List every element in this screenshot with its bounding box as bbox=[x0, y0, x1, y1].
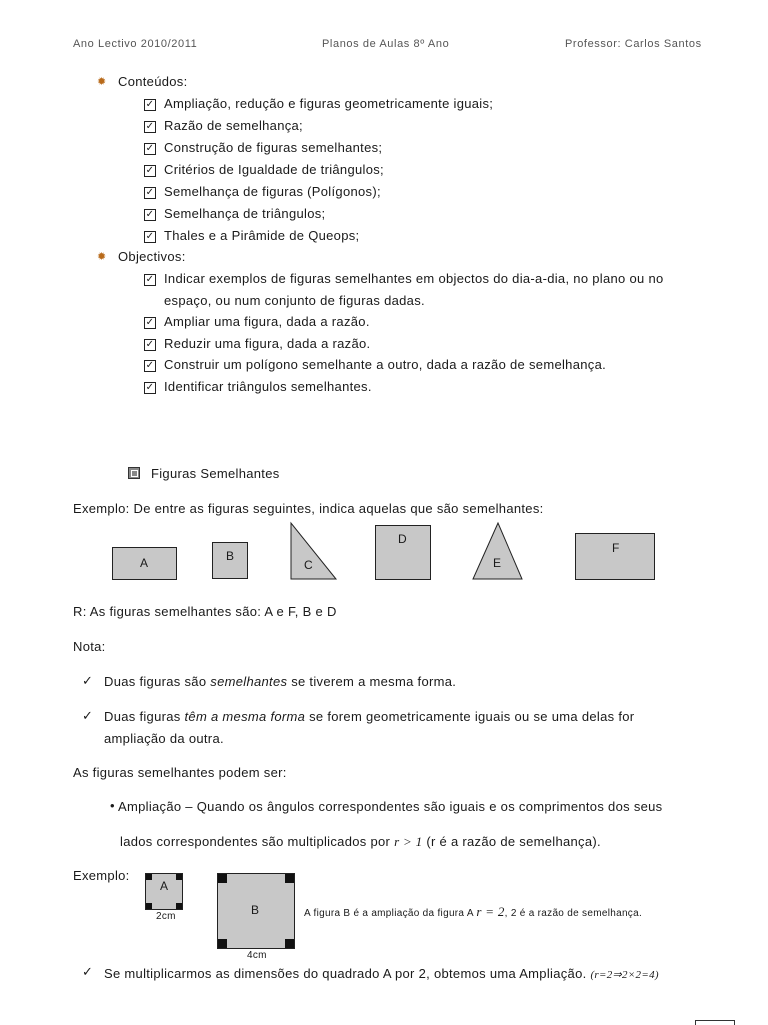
note-1: Duas figuras são semelhantes se tiverem a mesma forma. bbox=[104, 674, 457, 689]
contents-item: Ampliação, redução e figuras geometricamente iguais; bbox=[164, 96, 494, 111]
objectives-item: Reduzir uma figura, dada a razão. bbox=[164, 336, 371, 351]
checkbox-icon: ✓ bbox=[145, 360, 155, 371]
note-label: Nota: bbox=[73, 639, 106, 654]
contents-item: Thales e a Pirâmide de Queops; bbox=[164, 228, 360, 243]
example2-label: Exemplo: bbox=[73, 868, 130, 883]
checkbox-icon: ✓ bbox=[145, 274, 155, 285]
page-box-edge bbox=[695, 1020, 735, 1025]
checkbox-icon: ✓ bbox=[145, 317, 155, 328]
figure-a bbox=[112, 547, 177, 580]
corner-mark bbox=[176, 874, 182, 880]
ampliacao-bullet-icon: • bbox=[110, 798, 115, 813]
figure-d bbox=[375, 525, 431, 580]
check-mark-icon: ✓ bbox=[82, 708, 94, 723]
note-2-cont: ampliação da outra. bbox=[104, 731, 224, 746]
figure-a-label: A bbox=[140, 556, 149, 570]
square-a-dim: 2cm bbox=[156, 911, 176, 922]
section-title: Figuras Semelhantes bbox=[151, 466, 280, 481]
can-be-text: As figuras semelhantes podem ser: bbox=[73, 765, 287, 780]
header-teacher: Professor: Carlos Santos bbox=[565, 38, 702, 50]
example-prompt: Exemplo: De entre as figuras seguintes, indica aquelas que são semelhantes: bbox=[73, 501, 544, 516]
check-mark-icon: ✓ bbox=[82, 673, 94, 688]
star-bullet-icon: ✹ bbox=[97, 76, 107, 88]
objectives-item: Identificar triângulos semelhantes. bbox=[164, 379, 372, 394]
checkbox-icon: ✓ bbox=[145, 382, 155, 393]
checkbox-icon: ✓ bbox=[145, 187, 155, 198]
ampliacao-line1: Ampliação – Quando os ângulos correspondentes são iguais e os comprimentos dos seus bbox=[118, 799, 663, 814]
figure-d-label: D bbox=[398, 532, 407, 546]
figure-c-label: C bbox=[304, 558, 313, 572]
objectives-item-cont: espaço, ou num conjunto de figuras dadas. bbox=[164, 293, 425, 308]
corner-mark bbox=[285, 874, 294, 883]
last-line: Se multiplicarmos as dimensões do quadrado A por 2, obtemos uma Ampliação. (r=2⇒2×2=4) bbox=[104, 966, 659, 981]
square-b-dim: 4cm bbox=[247, 950, 267, 961]
figure-e-label: E bbox=[493, 556, 502, 570]
note-2: Duas figuras têm a mesma forma se forem geometricamente iguais ou se uma delas for bbox=[104, 709, 635, 724]
corner-mark bbox=[176, 903, 182, 909]
contents-item: Semelhança de figuras (Polígonos); bbox=[164, 184, 381, 199]
checkbox-icon: ✓ bbox=[145, 209, 155, 220]
checkbox-icon: ✓ bbox=[145, 143, 155, 154]
checkbox-icon: ✓ bbox=[145, 231, 155, 242]
header-year: Ano Lectivo 2010/2011 bbox=[73, 38, 198, 50]
square-a-label: A bbox=[160, 879, 169, 893]
figure-f bbox=[575, 533, 655, 580]
contents-item: Semelhança de triângulos; bbox=[164, 206, 326, 221]
figure-e bbox=[471, 521, 525, 581]
square-b-label: B bbox=[251, 903, 260, 917]
square-a bbox=[145, 873, 183, 910]
corner-mark bbox=[218, 939, 227, 948]
figure-b bbox=[212, 542, 248, 579]
corner-mark bbox=[218, 874, 227, 883]
check-mark-icon: ✓ bbox=[82, 964, 94, 979]
contents-item: Construção de figuras semelhantes; bbox=[164, 140, 383, 155]
figure-f-label: F bbox=[612, 541, 620, 555]
contents-item: Critérios de Igualdade de triângulos; bbox=[164, 162, 384, 177]
contents-item: Razão de semelhança; bbox=[164, 118, 303, 133]
checkbox-icon: ✓ bbox=[145, 165, 155, 176]
checkbox-icon: ✓ bbox=[145, 121, 155, 132]
objectives-item: Ampliar uma figura, dada a razão. bbox=[164, 314, 370, 329]
checkbox-icon: ✓ bbox=[145, 339, 155, 350]
corner-mark bbox=[146, 903, 152, 909]
objectives-item: Construir um polígono semelhante a outro, dada a razão de semelhança. bbox=[164, 357, 607, 372]
objectives-item: Indicar exemplos de figuras semelhantes em objectos do dia-a-dia, no plano ou no bbox=[164, 271, 664, 286]
section-square-icon bbox=[128, 467, 140, 479]
ampliacao-line2: lados correspondentes são multiplicados por r > 1 (r é a razão de semelhança). bbox=[120, 834, 601, 849]
objectives-heading: Objectivos: bbox=[118, 249, 186, 264]
figure-b-label: B bbox=[226, 549, 235, 563]
corner-mark bbox=[146, 874, 152, 880]
header-plan: Planos de Aulas 8º Ano bbox=[322, 38, 450, 50]
star-bullet-icon: ✹ bbox=[97, 251, 107, 263]
figure-c bbox=[289, 521, 339, 581]
corner-mark bbox=[285, 939, 294, 948]
example2-caption: A figura B é a ampliação da figura A r = 2, 2 é a razão de semelhança. bbox=[304, 904, 643, 919]
contents-heading: Conteúdos: bbox=[118, 74, 188, 89]
answer: R: As figuras semelhantes são: A e F, B e D bbox=[73, 604, 337, 619]
checkbox-icon: ✓ bbox=[145, 99, 155, 110]
square-b bbox=[217, 873, 295, 949]
